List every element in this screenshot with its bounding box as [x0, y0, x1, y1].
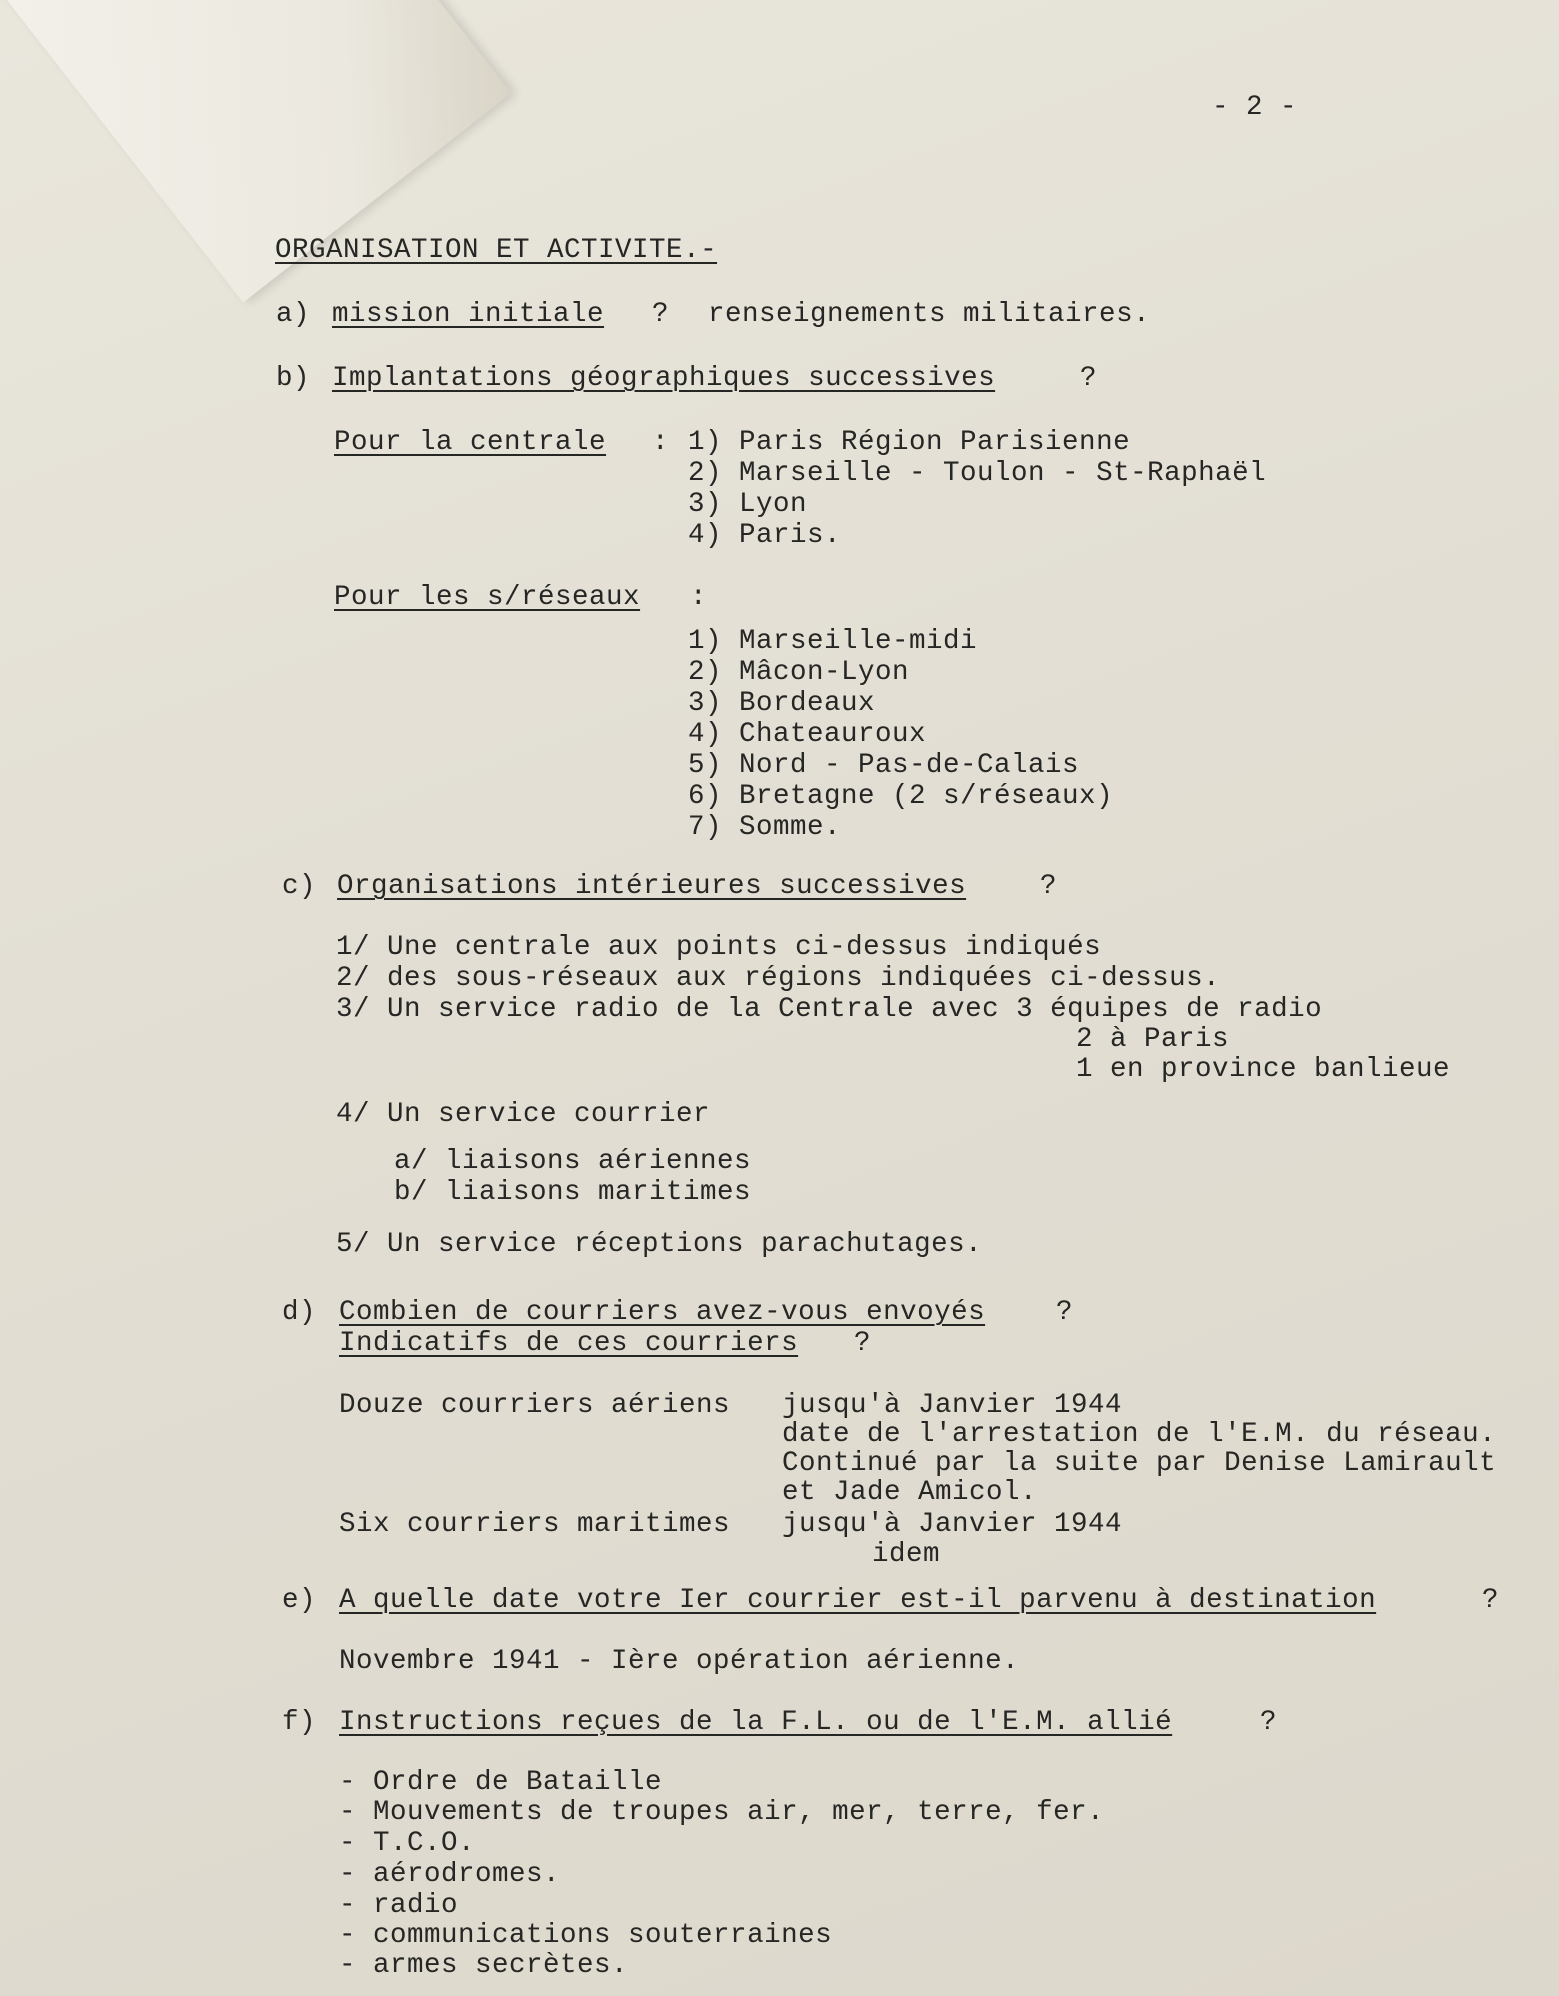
d-mark: ? — [1056, 1297, 1074, 1328]
a-answer: renseignements militaires. — [708, 299, 1151, 330]
air-line: jusqu'à Janvier 1944 — [782, 1390, 1123, 1421]
reseau-item: 5) Nord - Pas-de-Calais — [688, 750, 1080, 781]
e-label: e) — [282, 1585, 317, 1616]
b-mark: ? — [1080, 363, 1098, 394]
c-item: 2/ des sous-réseaux aux régions indiquées ci-dessus. — [336, 963, 1221, 994]
a-label: a) — [276, 299, 311, 330]
centrale-sep: : — [652, 427, 670, 458]
courrier-item: a/ liaisons aériennes — [394, 1146, 752, 1177]
f-question: Instructions reçues de la F.L. ou de l'E.M. allié — [339, 1707, 1173, 1738]
reseaux-sep: : — [690, 582, 708, 613]
f-item: - communications souterraines — [339, 1920, 833, 1951]
reseau-item: 2) Mâcon-Lyon — [688, 657, 910, 688]
radio-detail: 2 à Paris — [1076, 1024, 1230, 1055]
centrale-item: 4) Paris. — [688, 520, 842, 551]
air-line: Continué par la suite par Denise Lamirault — [782, 1448, 1497, 1479]
air-line: date de l'arrestation de l'E.M. du réseau. — [782, 1419, 1497, 1450]
air-label: Douze courriers aériens — [339, 1390, 731, 1421]
air-line: et Jade Amicol. — [782, 1477, 1038, 1508]
sea-line: idem — [872, 1539, 941, 1570]
c-mark: ? — [1040, 871, 1058, 902]
reseaux-label: Pour les s/réseaux — [334, 582, 641, 613]
courrier-item: b/ liaisons maritimes — [394, 1177, 752, 1208]
centrale-label: Pour la centrale — [334, 427, 607, 458]
a-mark: ? — [652, 299, 670, 330]
f-mark: ? — [1260, 1707, 1278, 1738]
c-question: Organisations intérieures successives — [337, 871, 967, 902]
centrale-item: 1) Paris Région Parisienne — [688, 427, 1131, 458]
b-label: b) — [276, 363, 311, 394]
reseau-item: 3) Bordeaux — [688, 688, 876, 719]
f-item: - radio — [339, 1890, 459, 1921]
reseau-item: 4) Chateauroux — [688, 719, 927, 750]
reseau-item: 7) Somme. — [688, 812, 842, 843]
f-label: f) — [282, 1707, 317, 1738]
sea-line: jusqu'à Janvier 1944 — [782, 1509, 1123, 1540]
d-question2: Indicatifs de ces courriers — [339, 1328, 799, 1359]
e-mark: ? — [1482, 1585, 1500, 1616]
a-question: mission initiale — [332, 299, 605, 330]
centrale-item: 2) Marseille - Toulon - St-Raphaël — [688, 458, 1267, 489]
section-title: ORGANISATION ET ACTIVITE.- — [275, 235, 718, 266]
reseau-item: 1) Marseille-midi — [688, 626, 978, 657]
f-item: - Ordre de Bataille — [339, 1767, 663, 1798]
courrier-service: 4/ Un service courrier — [336, 1099, 711, 1130]
centrale-item: 3) Lyon — [688, 489, 808, 520]
reseau-item: 6) Bretagne (2 s/réseaux) — [688, 781, 1114, 812]
c-item: 3/ Un service radio de la Centrale avec 3 équipes de radio — [336, 994, 1323, 1025]
b-question: Implantations géographiques successives — [332, 363, 996, 394]
c-item: 1/ Une centrale aux points ci-dessus indiqués — [336, 932, 1102, 963]
radio-detail: 1 en province banlieue — [1076, 1054, 1451, 1085]
d-label: d) — [282, 1297, 317, 1328]
receptions-service: 5/ Un service réceptions parachutages. — [336, 1229, 983, 1260]
sea-label: Six courriers maritimes — [339, 1509, 731, 1540]
f-item: - aérodromes. — [339, 1859, 561, 1890]
page-number: - 2 - — [1212, 92, 1298, 123]
f-item: - T.C.O. — [339, 1828, 476, 1859]
f-item: - armes secrètes. — [339, 1950, 629, 1981]
e-question: A quelle date votre Ier courrier est-il parvenu à destination — [339, 1585, 1377, 1616]
e-answer: Novembre 1941 - Ière opération aérienne. — [339, 1646, 1020, 1677]
f-item: - Mouvements de troupes air, mer, terre, fer. — [339, 1797, 1105, 1828]
d-question1: Combien de courriers avez-vous envoyés — [339, 1297, 986, 1328]
c-label: c) — [282, 871, 317, 902]
d-mark2: ? — [854, 1328, 872, 1359]
